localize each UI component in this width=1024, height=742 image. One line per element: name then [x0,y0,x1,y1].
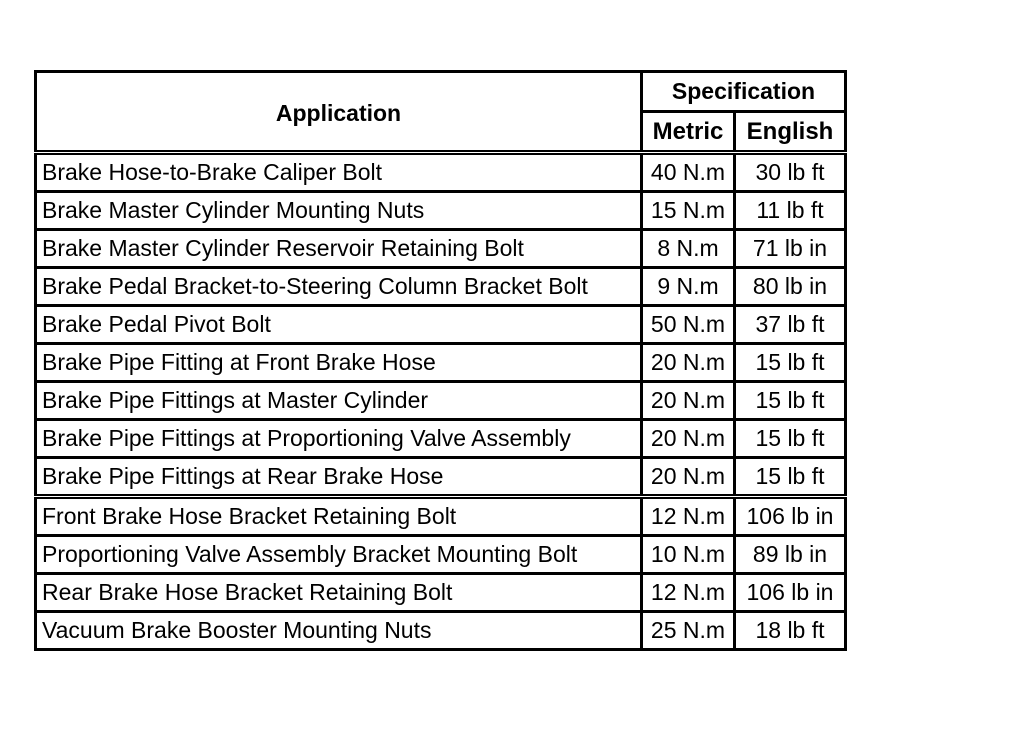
table-row [36,153,846,192]
english-cell: 71 lb in [735,230,846,268]
table-row [36,458,846,497]
table-row [36,230,846,268]
english-header: English [735,112,846,153]
metric-cell: 50 N.m [642,306,735,344]
table-row [36,536,846,574]
application-cell: Brake Pipe Fitting at Front Brake Hose [36,344,642,382]
application-cell: Rear Brake Hose Bracket Retaining Bolt [36,574,642,612]
application-cell: Brake Pedal Pivot Bolt [36,306,642,344]
metric-header: Metric [642,112,735,153]
table-body [36,153,846,650]
english-cell: 37 lb ft [735,306,846,344]
application-cell: Brake Pipe Fittings at Proportioning Valve Assembly [36,420,642,458]
table-row [36,382,846,420]
english-cell: 15 lb ft [735,420,846,458]
english-cell: 15 lb ft [735,458,846,497]
english-cell: 89 lb in [735,536,846,574]
table-row [36,344,846,382]
metric-cell: 20 N.m [642,382,735,420]
application-cell: Proportioning Valve Assembly Bracket Mounting Bolt [36,536,642,574]
application-cell: Brake Pedal Bracket-to-Steering Column Bracket Bolt [36,268,642,306]
metric-cell: 12 N.m [642,497,735,536]
table-row [36,306,846,344]
application-cell: Brake Pipe Fittings at Rear Brake Hose [36,458,642,497]
table-row [36,268,846,306]
application-cell: Brake Pipe Fittings at Master Cylinder [36,382,642,420]
table-header [36,72,846,153]
application-header: Application [36,72,642,153]
metric-cell: 20 N.m [642,344,735,382]
metric-cell: 40 N.m [642,153,735,192]
english-cell: 30 lb ft [735,153,846,192]
metric-cell: 20 N.m [642,420,735,458]
metric-cell: 12 N.m [642,574,735,612]
application-cell: Front Brake Hose Bracket Retaining Bolt [36,497,642,536]
english-cell: 80 lb in [735,268,846,306]
application-cell: Brake Master Cylinder Reservoir Retaining Bolt [36,230,642,268]
metric-cell: 20 N.m [642,458,735,497]
metric-cell: 10 N.m [642,536,735,574]
metric-cell: 9 N.m [642,268,735,306]
application-cell: Brake Hose-to-Brake Caliper Bolt [36,153,642,192]
table-row [36,192,846,230]
header-row-top [36,72,846,112]
english-cell: 15 lb ft [735,382,846,420]
english-cell: 15 lb ft [735,344,846,382]
english-cell: 11 lb ft [735,192,846,230]
table-row [36,574,846,612]
english-cell: 106 lb in [735,497,846,536]
table-row [36,497,846,536]
metric-cell: 8 N.m [642,230,735,268]
application-cell: Brake Master Cylinder Mounting Nuts [36,192,642,230]
table-row [36,420,846,458]
english-cell: 106 lb in [735,574,846,612]
torque-spec-table [34,70,847,651]
metric-cell: 15 N.m [642,192,735,230]
application-cell: Vacuum Brake Booster Mounting Nuts [36,612,642,650]
metric-cell: 25 N.m [642,612,735,650]
english-cell: 18 lb ft [735,612,846,650]
specification-header: Specification [642,72,846,112]
table-row [36,612,846,650]
